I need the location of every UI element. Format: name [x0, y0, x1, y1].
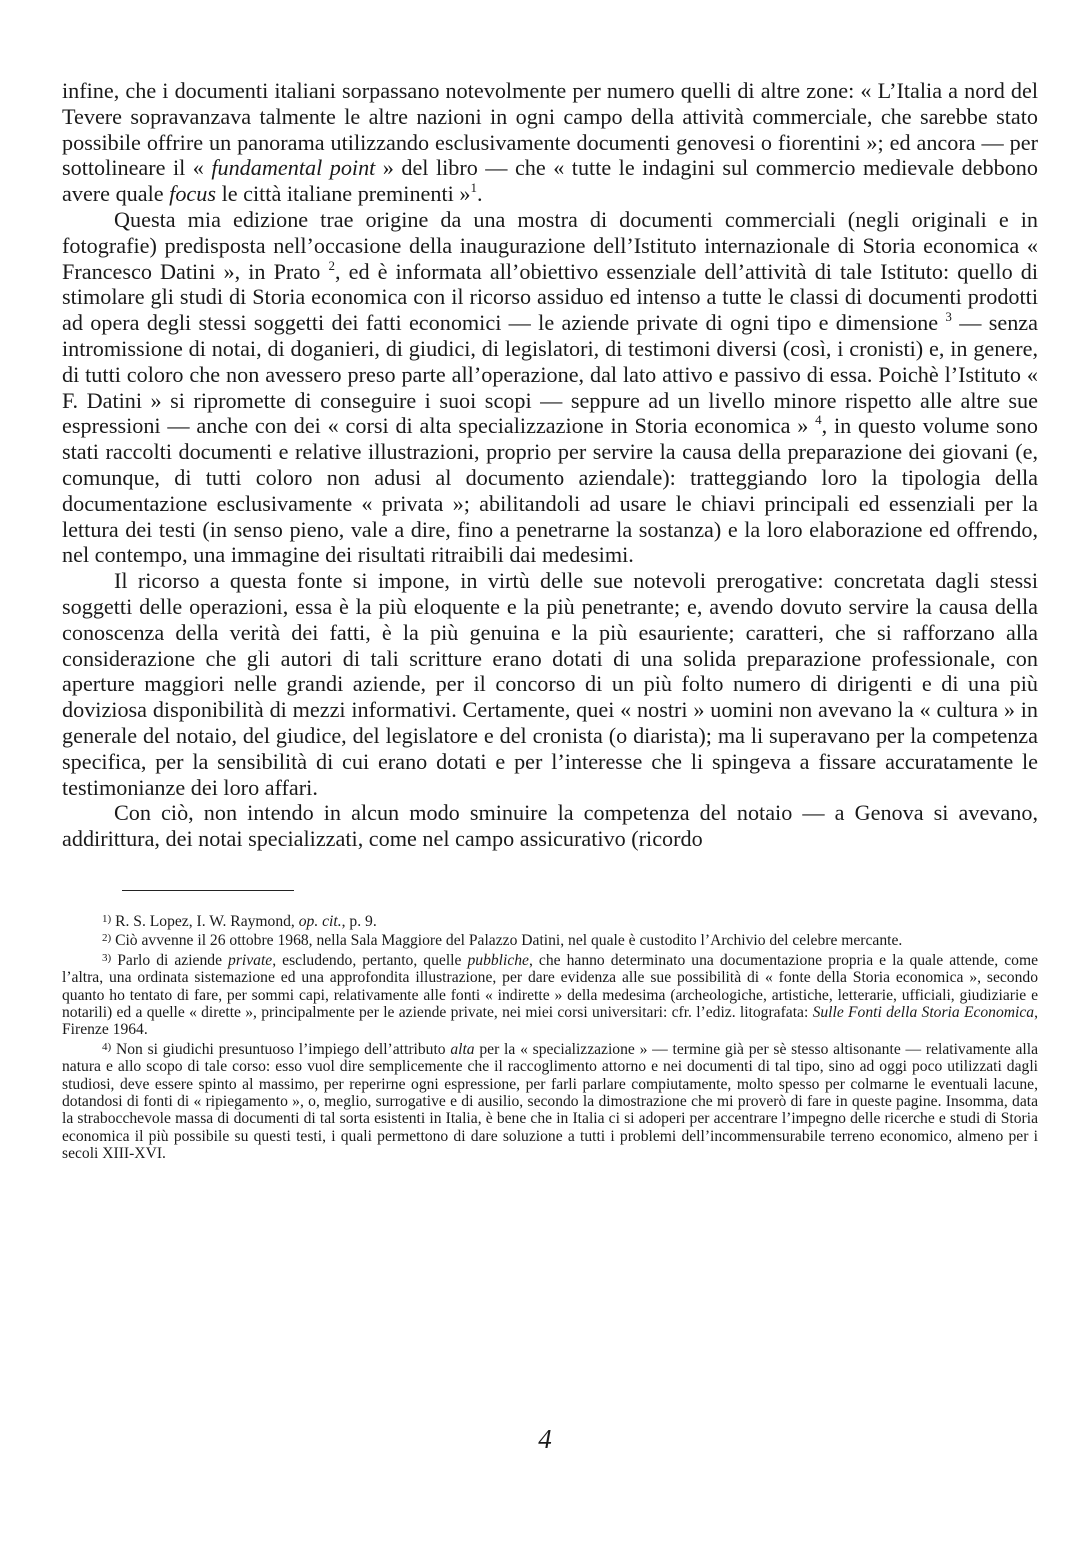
footnote: $^{2)}$ Ciò avvenne il 26 ottobre 1968, nella Sala Maggiore del Palazzo Datini, nel quale è custodito l’Archivio del celebre mercante.: [102, 932, 903, 950]
page-number: 4: [538, 1424, 552, 1454]
paragraph: infine, che i documenti italiani sorpassano notevolmente per numero quelli di altre zone: « L’Italia a nord del Tevere sopravanzava talmente le altre nazioni in ogni campo della attività commerciale, che sarebbe stato possibile offrire un panorama utilizzando esclusivamente documenti genovesi o fiorentini »; ed ancora — per sottolineare il « fundamental point » del libro — che « tutte le indagini sul commercio medievale debbono avere quale focus le città italiane preminenti »$^1$.: [62, 78, 1038, 207]
footnote: $^{4)}$ Non si giudichi presuntuoso l’impiego dell’attributo alta per la « specializzazione » — termine già per sè stesso altisonante — relativamente alla natura e allo scopo di tale corso: esso vuol dire semplicemente che il raccoglimento attorno e nei documenti di tal tipo, sino ad oggi poco utilizzati dagli studiosi, deve essere spinto al massimo, per reperirne ogni espressione, per farli parlare compiutamente, molto spesso per colmarne le eventuali lacune, dotandosi di fonti di « ripiegamento », o, meglio, surrogative e di ausilio, secondo la dimostrazione che mi proverò di fare in queste pagine. Insomma, data la strabocchevole massa di documenti di tal sorta esistenti in Italia, è bene che in Italia ci si adoperi per accentrare l’impegno delle ricerche e studi di Storia economica il più possibile su questi testi, i quali permettono di dare soluzione a tutti i problemi dell’incommensurabile terreno economico, almeno per i secoli XIII-XVI.: [62, 1040, 1038, 1163]
main-text: [62, 78, 1038, 852]
footnote-ref: 2: [328, 257, 335, 273]
paragraph: Questa mia edizione trae origine da una mostra di documenti commerciali (negli originali e in fotografie) predisposta nell’occasione della inaugurazione dell’Istituto internazionale di Storia economica « Francesco Datini », in Prato $^2$, ed è informata all’obiettivo essenziale dell’attività di tale Istituto: quello di stimolare gli studi di Storia economica con il ricorso assiduo ed intenso a tutte le classi di documenti prodotti ad opera degli stessi soggetti dei fatti economici — le aziende private di ogni tipo e dimensione $^3$ — senza intromissione di notai, di doganieri, di giudici, di legislatori, di testimoni diversi (così, i cronisti) e, in genere, di tutti coloro che non avessero preso parte all’operazione, dal lato attivo e passivo di essa. Poichè l’Istituto « F. Datini » si ripromette di conseguire i suoi scopi — seppure ad un livello minore rispetto alle altre sue espressioni — anche con dei « corsi di alta specializzazione in Storia economica » $^4$, in questo volume sono stati raccolti documenti e relative illustrazioni, proprio per servire la causa della preparazione dei giovani (e, comunque, di tutti coloro non adusi al documento aziendale): tratteggiando loro la tipologia della documentazione esclusivamente « privata »; abilitandoli ad usare le chiavi principali ed essenziali per la lettura dei testi (in senso pieno, vale a dire, fino a penetrarne la sostanza) e la loro elaborazione ed offrendo, nel contempo, una immagine dei risultati ritraibili dai medesimi.: [62, 206, 1039, 568]
footnote: $^{3)}$ Parlo di aziende private, escludendo, pertanto, quelle pubbliche, che hanno determinato una documentazione propria e la quale attende, come l’altra, una ordinata sistemazione ed una approfondita illustrazione, per dare evidenza alle sue possibilità di « fonte della Storia economica », secondo quanto ho tentato di fare, per sommi capi, relativamente alle fonti « indirette » della medesima (archeologiche, artistiche, letterarie, ufficiali, giudiziarie e notarili) ed a quelle « dirette », principalmente per le aziende private, nei miei corsi universitari: cfr. l’ediz. litografata: Sulle Fonti della Storia Economica, Firenze 1964.: [62, 951, 1038, 1039]
footnote-ref: 4: [815, 412, 822, 428]
footnote-ref: 1: [470, 180, 477, 196]
footnotes: [62, 911, 1038, 1163]
footnote-ref: 3: [945, 309, 952, 325]
footnote-divider: [122, 890, 294, 891]
paragraph: Con ciò, non intendo in alcun modo sminuire la competenza del notaio — a Genova si avevano, addirittura, dei notai specializzati, come nel campo assicurativo (ricordo: [62, 800, 1038, 852]
paragraph: Il ricorso a questa fonte si impone, in virtù delle sue notevoli prerogative: concretata dagli stessi soggetti delle operazioni, essa è la più eloquente e la più penetrante; e, avendo dovuto servire la causa della conoscenza della verità dei fatti, è la più genuina e la più esauriente; caratteri, che si rafforzano alla considerazione che gli autori di tali scritture erano dotati di una solida preparazione professionale, con aperture maggiori nelle grandi aziende, per il concorso di un più folto numero di dirigenti e di una più doviziosa disponibilità di mezzi informativi. Certamente, quei « nostri » uomini non avevano la « cultura » in generale del notaio, del giudice, del legislatore e del cronista (o diarista); ma li superavano per la competenza specifica, per la sensibilità di cui erano dotati e per l’interesse che li spingeva a fissare accuratamente le testimonianze dei loro affari.: [62, 568, 1038, 800]
footnote: $^{1)}$ R. S. Lopez, I. W. Raymond, op. cit., p. 9.: [102, 912, 377, 930]
